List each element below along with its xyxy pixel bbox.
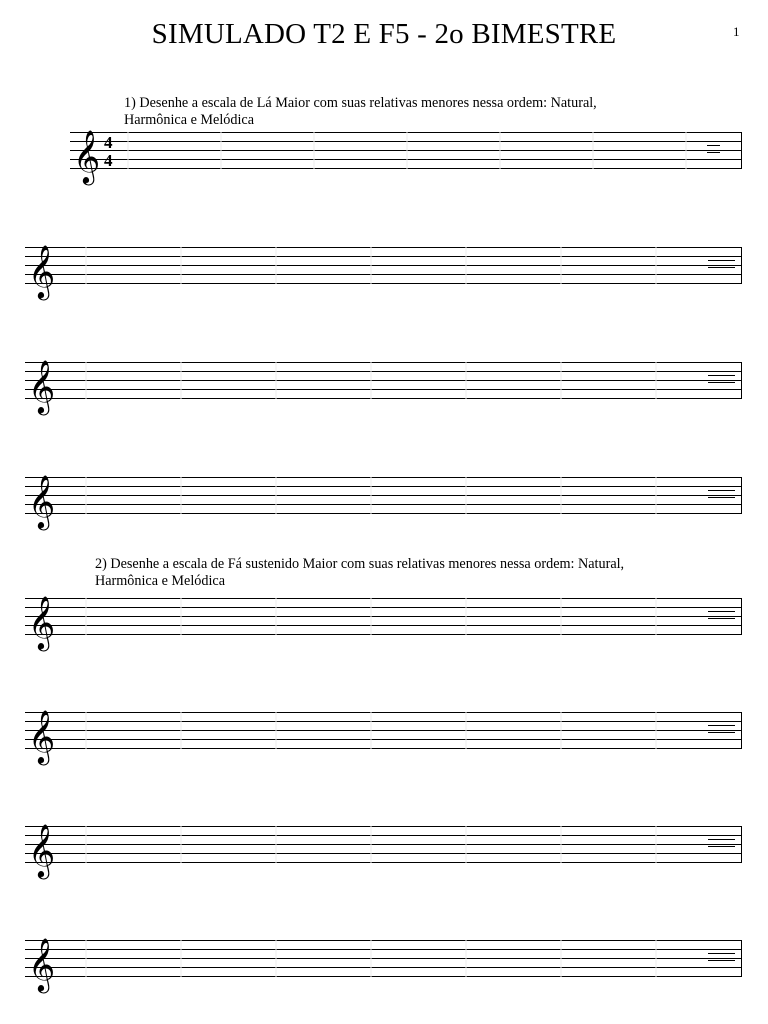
question-1-line-2: Harmônica e Melódica <box>124 111 254 128</box>
staff-3[interactable] <box>0 359 768 432</box>
staff-lines <box>25 478 742 514</box>
staff-1[interactable] <box>0 129 768 202</box>
time-signature-numerator: 4 <box>104 133 113 152</box>
staff-lines <box>25 827 742 863</box>
question-1 <box>124 95 597 128</box>
treble-clef-icon: 𝄞 <box>28 709 56 763</box>
staff-7[interactable] <box>0 823 768 896</box>
treble-clef-icon: 𝄞 <box>28 937 56 991</box>
treble-clef-icon: 𝄞 <box>28 823 56 877</box>
time-signature-denominator: 4 <box>104 151 113 170</box>
staff-4[interactable] <box>0 474 768 547</box>
page-title: SIMULADO T2 E F5 - 2o BIMESTRE <box>151 18 617 50</box>
staff-8[interactable] <box>0 937 768 1010</box>
staff-lines <box>25 941 742 977</box>
staff-lines <box>70 133 742 169</box>
staff-5[interactable] <box>0 595 768 668</box>
staff-lines <box>25 713 742 749</box>
staff-lines <box>25 363 742 399</box>
page-number: 1 <box>733 24 740 39</box>
treble-clef-icon: 𝄞 <box>28 359 56 413</box>
treble-clef-icon: 𝄞 <box>28 595 56 649</box>
staff-lines <box>25 248 742 284</box>
staff-6[interactable] <box>0 709 768 782</box>
question-1-line-1: 1) Desenhe a escala de Lá Maior com suas relativas menores nessa ordem: Natural, <box>124 95 597 111</box>
treble-clef-icon: 𝄞 <box>28 244 56 298</box>
staff-lines <box>25 599 742 635</box>
treble-clef-icon: 𝄞 <box>73 129 101 183</box>
question-2-line-2: Harmônica e Melódica <box>95 572 225 589</box>
staff-2[interactable] <box>0 244 768 317</box>
treble-clef-icon: 𝄞 <box>28 474 56 528</box>
question-2-line-1: 2) Desenhe a escala de Fá sustenido Maior com suas relativas menores nessa ordem: Natural, <box>95 556 625 572</box>
question-2 <box>95 556 624 589</box>
